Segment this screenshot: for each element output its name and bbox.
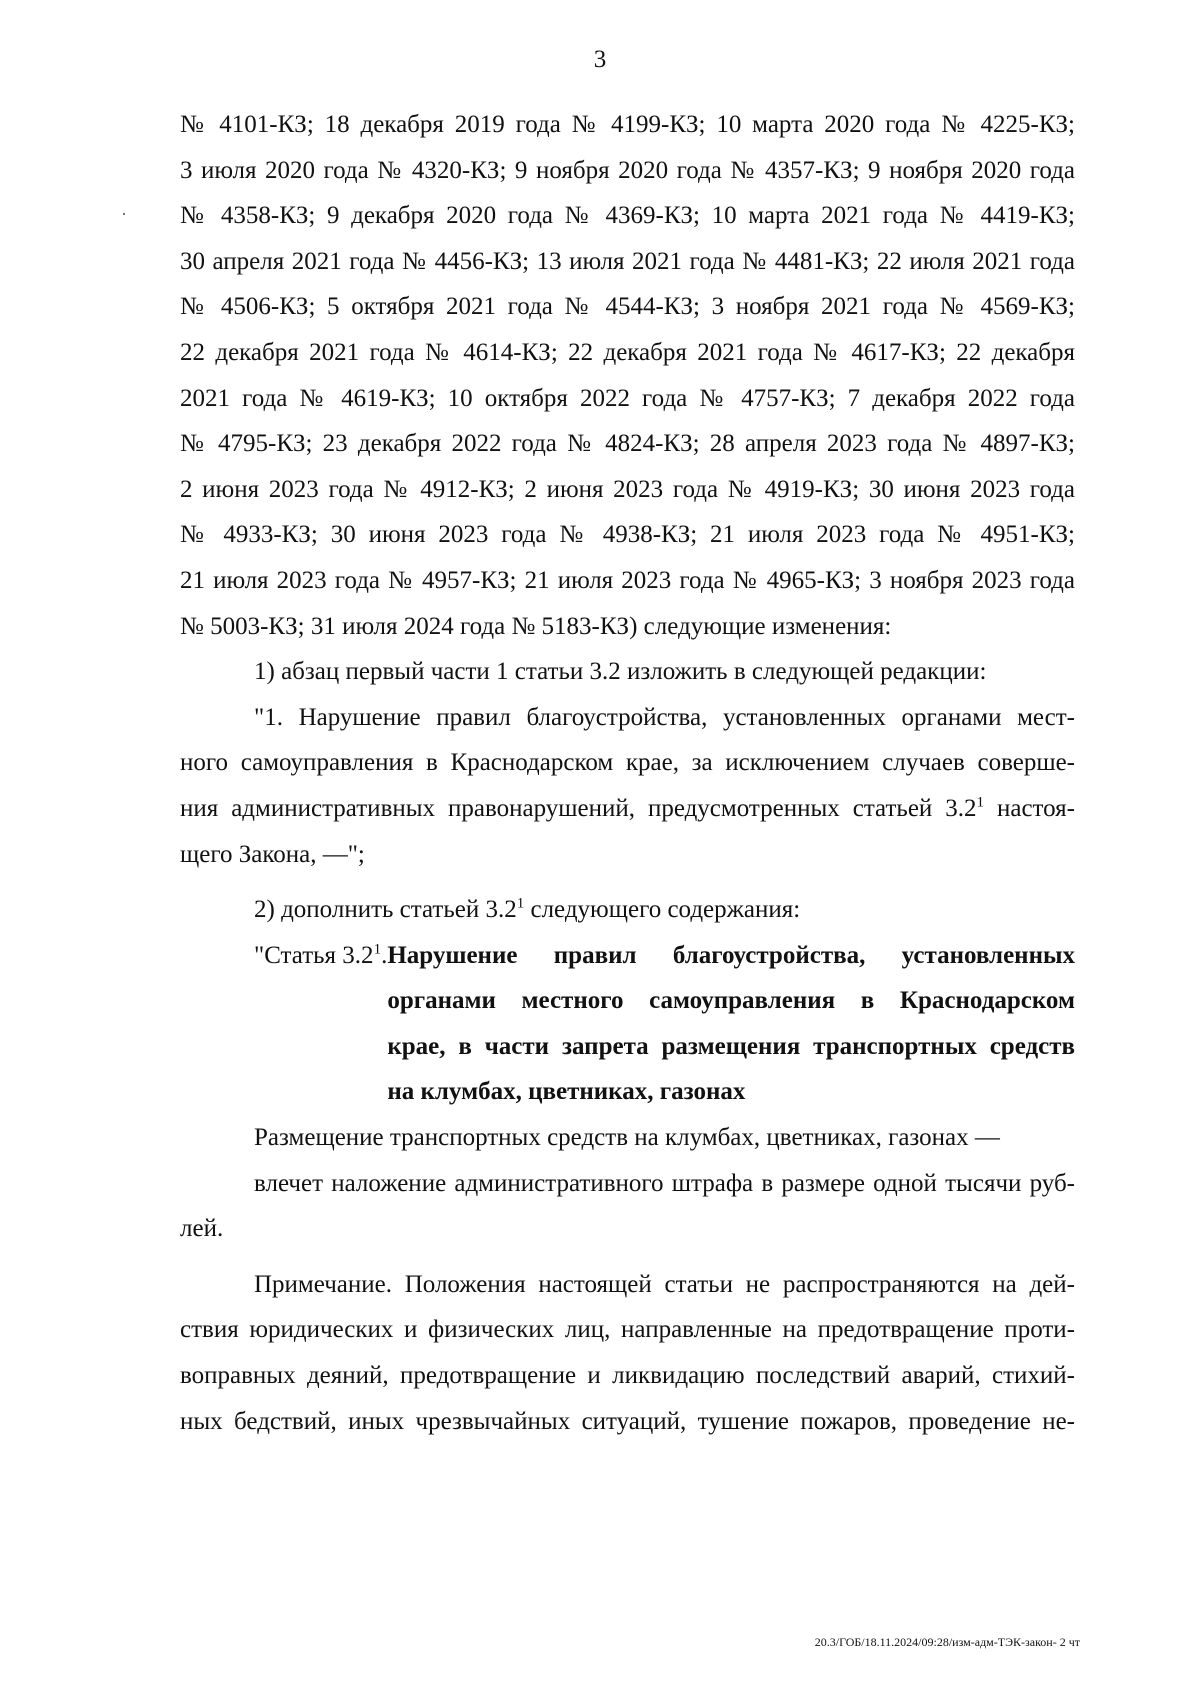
document-footer-id: 20.3/ГОБ/18.11.2024/09:28/изм-адм-ТЭК-закон- 2 чт: [814, 1635, 1080, 1649]
text-line: № 4795-КЗ; 23 декабря 2022 года № 4824-КЗ; 28 апреля 2023 года № 4897-КЗ;: [180, 430, 1075, 458]
quote-line: [180, 786, 1075, 832]
text-line: 3 июля 2020 года № 4320-КЗ; 9 ноября 2020 года № 4357-КЗ; 9 ноября 2020 года: [180, 156, 1075, 184]
article-number: [180, 933, 387, 1115]
page-number: 3: [593, 46, 607, 73]
superscript: 1: [976, 794, 985, 811]
item-text: следующего содержания:: [524, 896, 801, 924]
item-text: 2) дополнить статьей 3.2: [254, 896, 517, 924]
article-body-line: Размещение транспортных средств на клумбах, цветниках, газонах —: [254, 1124, 1000, 1152]
title-line: органами местного самоуправления в Краснодарском: [387, 987, 1075, 1015]
text-line: 22 декабря 2021 года № 4614-КЗ; 22 декабря 2021 года № 4617-КЗ; 22 декабря: [180, 338, 1075, 366]
note-line: ствия юридических и физических лиц, направленные на предотвращение проти-: [180, 1316, 1075, 1344]
title-line: Нарушение правил благоустройства, установленных: [387, 941, 1075, 969]
article-heading: [180, 933, 1075, 1115]
text-line: № 4101-КЗ; 18 декабря 2019 года № 4199-КЗ; 10 марта 2020 года № 4225-КЗ;: [180, 111, 1075, 138]
quote-text: настоя-: [984, 794, 1076, 822]
text-line: № 4506-КЗ; 5 октября 2021 года № 4544-КЗ; 3 ноября 2021 года № 4569-КЗ;: [180, 293, 1075, 321]
article-label: "Статья 3.2: [254, 941, 374, 969]
amendment-item-1: 1) абзац первый части 1 статьи 3.2 изложить в следующей редакции:: [254, 658, 987, 686]
note-line: ных бедствий, иных чрезвычайных ситуаций, тушение пожаров, проведение не-: [180, 1407, 1075, 1435]
text-line: 21 июля 2023 года № 4957-КЗ; 21 июля 2023 года № 4965-КЗ; 3 ноября 2023 года: [180, 566, 1075, 594]
note-line: воправных деяний, предотвращение и ликвидацию последствий аварий, стихий-: [180, 1362, 1075, 1390]
amendment-item-2: [180, 887, 1075, 933]
quote-text: ния административных правонарушений, предусмотренных статьей 3.2: [180, 794, 977, 822]
text-line: 2021 года № 4619-КЗ; 10 октября 2022 года № 4757-КЗ; 7 декабря 2022 года: [180, 384, 1075, 412]
text-line: 30 апреля 2021 года № 4456-КЗ; 13 июля 2021 года № 4481-КЗ; 22 июля 2021 года: [180, 247, 1075, 275]
quote-line: щего Закона, —";: [180, 840, 365, 868]
note-line: Примечание. Положения настоящей статьи не распространяются на дей-: [254, 1270, 1075, 1298]
quote-line: "1. Нарушение правил благоустройства, установленных органами мест-: [254, 703, 1075, 731]
document-body: [180, 102, 1075, 1444]
article-body-line: влечет наложение административного штрафа в размере одной тысячи руб-: [254, 1169, 1075, 1197]
scan-speck: [123, 213, 125, 215]
superscript: 1: [373, 941, 382, 958]
title-line: на клумбах, цветниках, газонах: [387, 1078, 746, 1106]
text-line: № 4358-КЗ; 9 декабря 2020 года № 4369-КЗ; 10 марта 2021 года № 4419-КЗ;: [180, 202, 1075, 230]
text-line: 2 июня 2023 года № 4912-КЗ; 2 июня 2023 года № 4919-КЗ; 30 июня 2023 года: [180, 475, 1075, 503]
text-line: № 5003-КЗ; 31 июля 2024 года № 5183-КЗ) следующие изменения:: [180, 612, 892, 640]
article-body-line: лей.: [180, 1215, 224, 1243]
title-line: крае, в части запрета размещения транспортных средств: [387, 1032, 1075, 1060]
quote-line: ного самоуправления в Краснодарском крае, за исключением случаев соверше-: [180, 749, 1075, 777]
article-label-end: .: [381, 941, 388, 969]
superscript: 1: [516, 895, 525, 912]
article-title: [387, 933, 1075, 1115]
text-line: № 4933-КЗ; 30 июня 2023 года № 4938-КЗ; 21 июля 2023 года № 4951-КЗ;: [180, 521, 1075, 549]
